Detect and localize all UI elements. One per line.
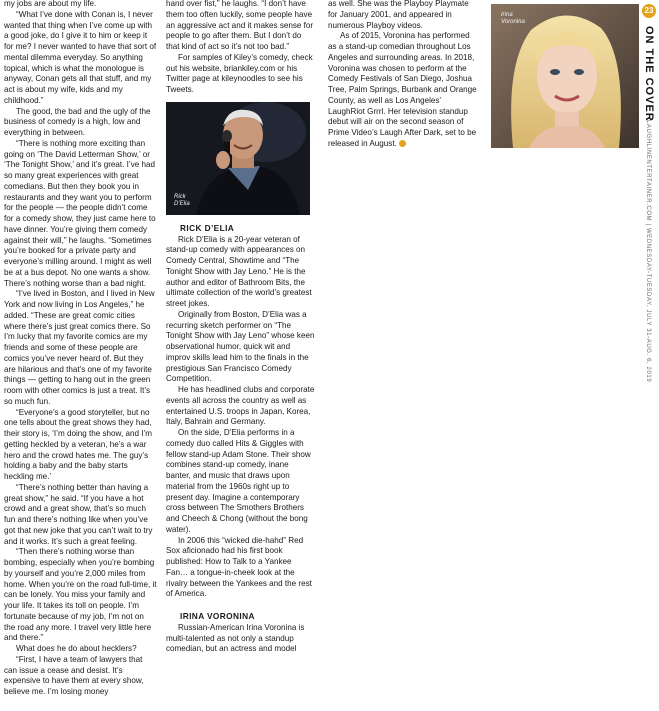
article-paragraph: Russian-American Irina Voronina is multi-talented as not only a standup comedian, but an actress and model [166,622,305,654]
article-paragraph: Originally from Boston, D’Elia was a recurring sketch performer on “The Tonight Show with Jay Leno” whose keen observational humor, quick wit and improv skills lead him to the finals in the prestigious San Francisco Comedy Competition. [166,309,315,384]
column-2-continuation [166,0,315,96]
article-paragraph: For samples of Kiley’s comedy, check out his website, briankiley.com or his Twitter page at kileynoodles to see his Tweets. [166,52,313,94]
page-footer: LAUGHLINENTERTAINER.COM | WEDNESDAY-TUESDAY, JULY 31-AUG. 6, 2019 [645,120,651,383]
article-column-1 [4,0,157,698]
article-paragraph: my jobs are about my life. [4,0,97,8]
rick-delia-body [166,235,315,601]
section-title: ON THE COVER [643,26,655,122]
photo-caption-rick [174,194,190,208]
article-paragraph: as well. She was the Playboy Playmate for January 2001, and appeared in numerous Playboy videos. [328,0,469,30]
article-paragraph: As of 2015, Voronina has performed as a stand-up comedian throughout Los Angeles and surrounding areas. In 2018, Voronina was chosen to perform at the Comedy Festivals of San Diego, Joshua Tree, Palm Springs, Burbank and Orange County, as well as Los Angeles’ LaughRiot Grrrl. Her television standup debut will air on the second season of Prime Video’s Laugh After Dark, set to be released in August. [328,31,477,148]
caption-line: Irina [501,12,513,18]
page-number-badge: 23 [642,4,656,18]
article-column-3 [328,0,478,150]
article-paragraph: “I’ve lived in Boston, and I lived in New York and now living in Los Angeles,” he added. “These are great comic cities where there’s just great comics there. So I’m lucky that my favorite comics are my friends and some of these people are comics you’ve never heard of. But they are hilarious and that’s one of my favorite things — getting to hang out in the green room with other comics is just a treat. It’s so much fun. [4,289,155,406]
article-paragraph: “There is nothing more exciting than going on ‘The David Letterman Show,’ or ‘The Tonight Show,’ and it’s great. I’ve had so many great experiences with great comedians. But then they book you in restaurants and they want you to perform for the people — the people didn’t come for a comedy show, they just came here to have dinner. You’re giving them comedy against their will,” he laughs. “Sometimes you’re booked for a private party and everyone’s milling around. I might as well be at a bus depot. No one wants a show. There’s nothing worse than a bad night. [4,138,156,288]
article-paragraph: What does he do about hecklers? [16,644,137,653]
article-paragraph: “Everyone’s a good storyteller, but no one tells about the great shows they had, their story is, ‘I’m doing the show, and I’m getting heckled by a veteran, he’s a war hero and the crowd hates me. The guy’s holding a baby and the baby starts heckling me.’ [4,407,152,481]
article-paragraph: “Then there’s nothing worse than bombing, especially when you’re bombing by yourself and you’re 2,000 miles from home. When you’re on the road full-time, it can be lonely. You miss your family and your life. It takes its toll on people. I’m fortunate because of my job, I’m not on the road any more. I travel very little here and there.” [4,547,157,643]
article-paragraph: “What I’ve done with Conan is, I never wanted that thing when I’ve come up with a good joke, do I give it to him or keep it for me? I never wanted to have that sort of mental dilemma everyday. So anything topical, which is what the monologue is anyway, Conan gets all that stuff, and my act is about my wife, kids and my childhood.” [4,9,157,105]
end-of-story-icon [399,140,406,147]
caption-line: D’Elia [174,200,190,207]
photo-caption-irina [501,12,525,26]
caption-line: Rick [174,193,186,200]
article-paragraph: Rick D’Elia is a 20-year veteran of stand-up comedy with appearances on Comedy Central, Showtime and “The Tonight Show with Jay Leno.” He is the author and editor of Bathroom Bits, the ultimate collection of the world’s greatest street jokes. [166,234,312,308]
page-sidebar [640,0,659,711]
rick-delia-photo [166,102,310,215]
article-paragraph: “There’s nothing better than having a great show,” he said. “If you have a hot crowd and a great show, that’s so much fun and there’s nothing like when you’ve got that new joke that you can’t wait to try and it works. It’s such a great feeling. [4,482,153,546]
article-paragraph: He has headlined clubs and corporate events all across the country as well as entertained U.S. troops in Japan, Korea, Italy, Bahrain and Germany. [166,385,315,427]
article-paragraph: On the side, D’Elia performs in a comedy duo called Hits & Giggles with fellow stand-up Adam Stone. Their show combines stand-up comedy, inane banter, and music that draws upon material from the 1960s right up to present day. Imagine a contemporary cross between The Smothers Brothers and Cheech & Chong (without the bong water). [166,428,311,534]
article-paragraph: The good, the bad and the ugly of the business of comedy is a high, low and everything in between. [4,106,151,137]
irina-voronina-intro [166,623,315,655]
irina-voronina-photo [491,4,639,148]
section-heading-irina: IRINA VORONINA [180,611,255,621]
caption-line: Voronina [501,19,525,25]
section-heading-rick: RICK D’ELIA [180,222,235,233]
article-paragraph: In 2006 this “wicked die-hahd” Red Sox aficionado had his first book published: How to Talk to a Yankee Fan… a tongue-in-cheek look at the rivalry between the Yankees and the rest of America. [166,535,312,599]
article-paragraph: hand over fist,” he laughs. “I don’t have them too often luckily, some people have an aggressive act and it makes sense for people to go after them. But I don’t do that kind of act so it’s not too bad.” [166,0,314,51]
article-column-2 [166,0,315,655]
article-paragraph: “First, I have a team of lawyers that can issue a cease and desist. It’s expensive to have them at every show, believe me. I’m losing money [4,654,144,696]
